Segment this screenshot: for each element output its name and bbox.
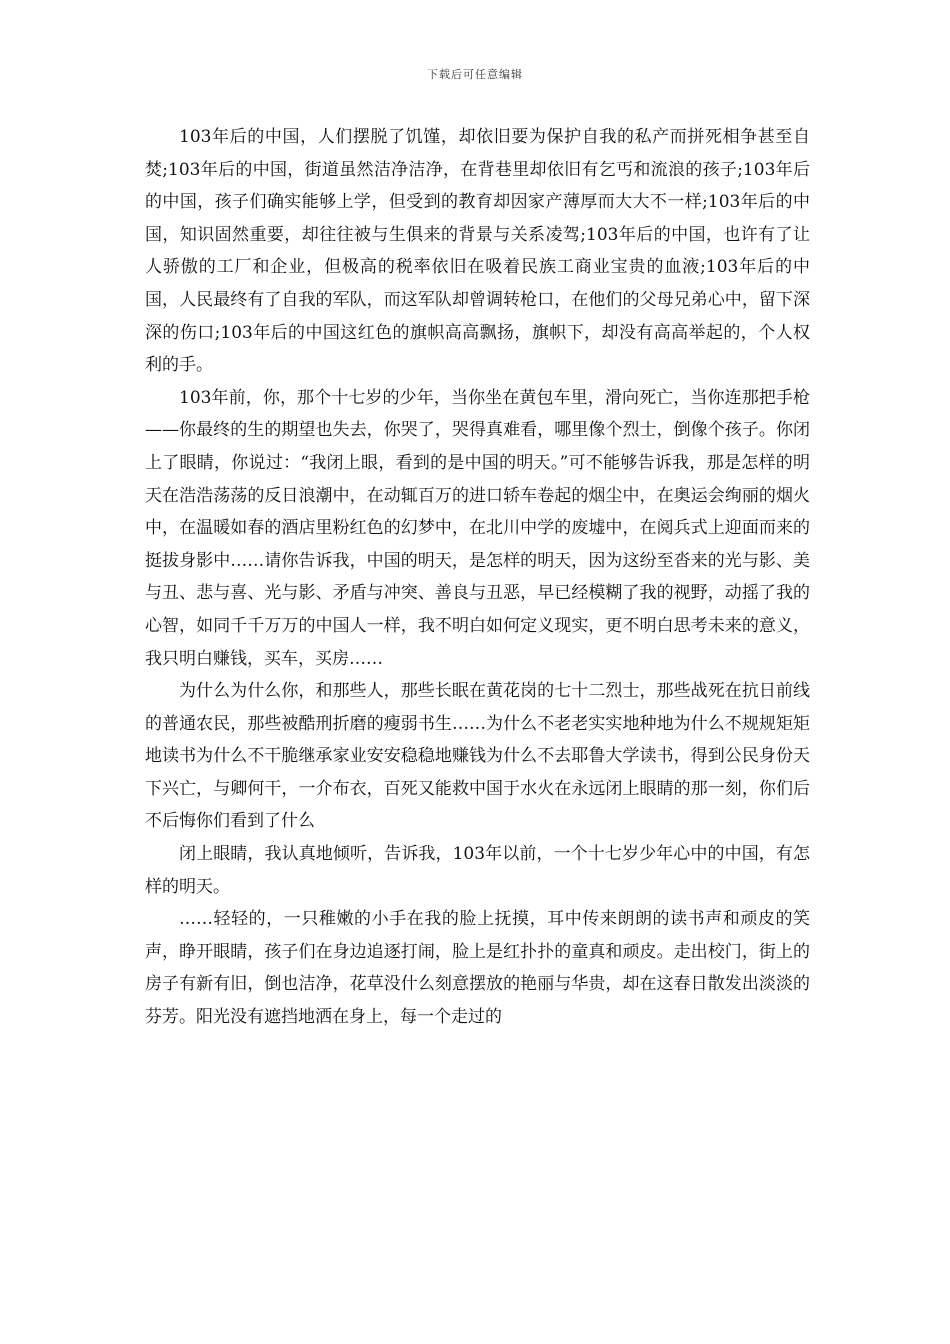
paragraph: 103年前，你，那个十七岁的少年，当你坐在黄包车里，滑向死亡，当你连那把手枪——你最终的生的期望也失去，你哭了，哭得真难看，哪里像个烈士，倒像个孩子。你闭上了眼睛，你说过：“我闭上眼，看到的是中国的明天。”可不能够告诉我，那是怎样的明天在浩浩荡荡的反日浪潮中，在动辄百万的进口轿车卷起的烟尘中，在奥运会绚丽的烟火中，在温暖如春的酒店里粉红色的幻梦中，在北川中学的废墟中，在阅兵式上迎面而来的挺拔身影中……请你告诉我，中国的明天，是怎样的明天，因为这纷至沓来的光与影、美与丑、悲与喜、光与影、矛盾与冲突、善良与丑恶，早已经模糊了我的视野，动摇了我的心智，如同千千万万的中国人一样，我不明白如何定义现实，更不明白思考未来的意义，我只明白赚钱，买车，买房…… — [145, 387, 810, 669]
page-header: 下载后可任意编辑 — [427, 68, 523, 81]
paragraph: 闭上眼睛，我认真地倾听，告诉我，103年以前，一个十七岁少年心中的中国，有怎样的明天。 — [145, 844, 810, 897]
paragraph: 103年后的中国，人们摆脱了饥馑，却依旧要为保护自我的私产而拼死相争甚至自焚;103年后的中国，街道虽然洁净洁净，在背巷里却依旧有乞丐和流浪的孩子;103年后的中国，孩子们确实能够上学，但受到的教育却因家产薄厚而大大不一样;103年后的中国，知识固然重要，却往往被与生俱来的背景与关系凌驾;103年后的中国，也许有了让人骄傲的工厂和企业，但极高的税率依旧在吸着民族工商业宝贵的血液;103年后的中国，人民最终有了自我的军队，而这军队却曾调转枪口，在他们的父母兄弟心中，留下深深的伤口;103年后的中国这红色的旗帜高高飘扬，旗帜下，却没有高高举起的，个人权利的手。 — [145, 127, 810, 376]
document-body — [145, 121, 810, 1034]
paragraph: 为什么为什么你，和那些人，那些长眠在黄花岗的七十二烈士，那些战死在抗日前线的普通农民，那些被酷刑折磨的瘦弱书生……为什么不老老实实地种地为什么不规规矩矩地读书为什么不干脆继承家业安安稳稳地赚钱为什么不去耶鲁大学读书，得到公民身份天下兴亡，与卿何干，一介布衣，百死又能救中国于水火在永远闭上眼睛的那一刻，你们后不后悔你们看到了什么 — [145, 681, 810, 832]
paragraph: ……轻轻的，一只稚嫩的小手在我的脸上抚摸，耳中传来朗朗的读书声和顽皮的笑声，睁开眼睛，孩子们在身边追逐打闹，脸上是红扑扑的童真和顽皮。走出校门，街上的房子有新有旧，倒也洁净，花草没什么刻意摆放的艳丽与华贵，却在这春日散发出淡淡的芬芳。阳光没有遮挡地洒在身上，每一个走过的 — [145, 909, 810, 1028]
